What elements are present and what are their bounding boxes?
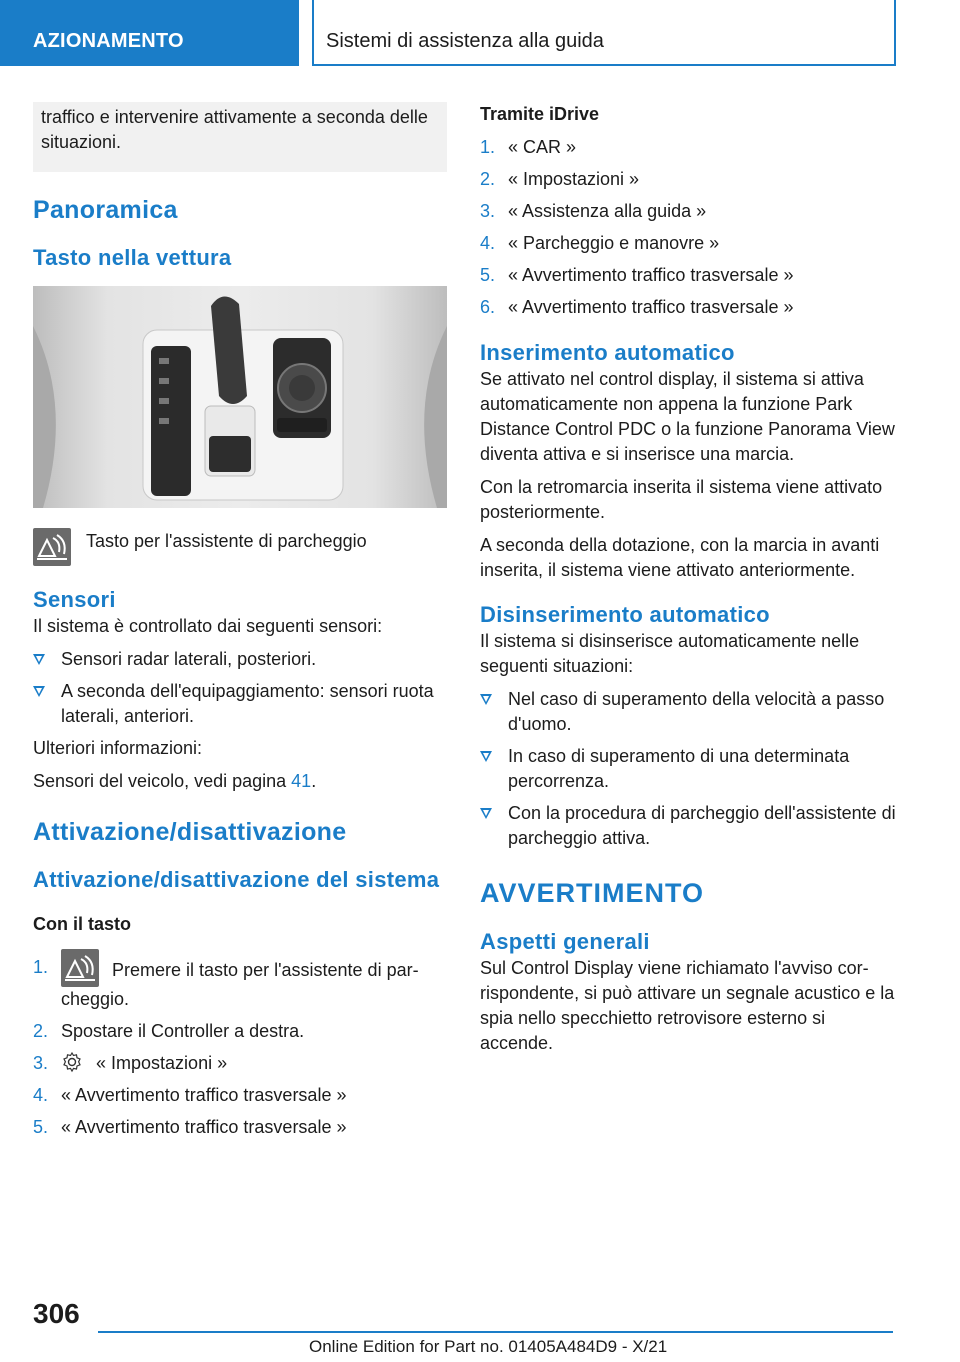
list-item: 1. Premere il tasto per l'assistente di parcheggio. — [33, 955, 447, 1012]
list-item: 2. « Impostazioni » — [480, 169, 640, 189]
triangle-bullet-icon — [480, 808, 492, 819]
list-item: 2. Spostare il Controller a destra. — [33, 1021, 305, 1041]
heading-idrive: Tramite iDrive — [480, 104, 600, 124]
footer-edition: Online Edition for Part no. 01405A484D9 - X/21 — [309, 1337, 668, 1356]
heading-sensori: Sensori — [33, 587, 116, 612]
caption-text: Tasto per l'assistente di parcheggio — [86, 531, 367, 551]
park-assistant-button-icon — [61, 949, 99, 987]
list-item: 3. « Impostazioni » — [33, 1053, 228, 1073]
list-item: A seconda dell'equipaggiamento: sensori ruota laterali, anteriori. — [33, 679, 447, 729]
disinserimento-intro: Il sistema si disinserisce automaticamente nelle seguenti situazioni: — [480, 631, 860, 676]
console-photo — [33, 286, 447, 508]
photo-caption — [33, 524, 447, 568]
list-item: 4. « Parcheggio e manovre » — [480, 233, 720, 253]
disinserimento-list — [480, 687, 900, 851]
triangle-bullet-icon — [480, 751, 492, 762]
tasto-steps — [33, 955, 447, 1140]
more-info-label: Ulteriori informazioni: — [33, 738, 203, 758]
gear-icon — [61, 1051, 83, 1073]
sensori-intro: Il sistema è controllato dai seguenti sensori: — [33, 616, 383, 636]
heading-panoramica: Panoramica — [33, 196, 178, 224]
left-column — [33, 102, 447, 1147]
triangle-bullet-icon — [33, 686, 45, 697]
list-item: 6. « Avvertimento traffico trasversale » — [480, 297, 794, 317]
heading-disinserimento: Disinserimento automatico — [480, 602, 770, 627]
note-box — [33, 102, 447, 172]
triangle-bullet-icon — [480, 694, 492, 705]
list-item: Nel caso di superamento della velocità a passo d'uomo. — [480, 687, 900, 737]
list-item: 1. « CAR » — [480, 137, 577, 157]
header-section-tab — [0, 0, 299, 66]
list-item: Sensori radar laterali, posteriori. — [33, 647, 447, 672]
park-assistant-icon — [33, 528, 71, 566]
list-item: 5. « Avvertimento traffico trasversale » — [33, 1117, 347, 1137]
right-column — [480, 102, 900, 1056]
heading-avvertimento: AVVERTIMENTO — [480, 878, 705, 908]
inserimento-p3: A seconda della dotazione, con la marcia in avanti inserita, il sistema viene attivato anteriormente. — [480, 535, 880, 580]
header-chapter-title: Sistemi di assistenza alla guida — [326, 30, 604, 52]
inserimento-p1: Se attivato nel control display, il sistema si attiva automaticamente non appena la funzione Park Distance Control PDC o la funzione Panorama View diventa attiva e si inserisce una marcia. — [480, 369, 895, 464]
sensor-reference: Sensori del veicolo, vedi pagina 41. — [33, 771, 317, 791]
idrive-steps — [480, 135, 900, 320]
header-chapter-box — [312, 0, 896, 66]
heading-attivazione-sistema: Attivazione/disattivazione del sistema — [33, 867, 440, 892]
heading-aspetti-generali: Aspetti generali — [480, 929, 650, 954]
heading-con-tasto: Con il tasto — [33, 914, 131, 934]
note-text: traffico e intervenire attivamente a seconda delle situazioni. — [41, 107, 428, 152]
header-section-title: AZIONAMENTO — [33, 30, 184, 52]
heading-inserimento: Inserimento automatico — [480, 340, 735, 365]
list-item: In caso di superamento di una determinata percorrenza. — [480, 744, 900, 794]
sensori-list — [33, 647, 447, 729]
page-link[interactable]: 41 — [291, 771, 312, 791]
inserimento-p2: Con la retromarcia inserita il sistema viene attivato posteriormente. — [480, 477, 883, 522]
heading-tasto-vettura: Tasto nella vettura — [33, 245, 232, 270]
list-item: Con la procedura di parcheggio dell'assistente di parcheggio attiva. — [480, 801, 900, 851]
page-number: 306 — [33, 1298, 80, 1329]
footer-rule — [98, 1331, 893, 1333]
list-item: 5. « Avvertimento traffico trasversale » — [480, 265, 794, 285]
triangle-bullet-icon — [33, 654, 45, 665]
list-item: 4. « Avvertimento traffico trasversale » — [33, 1085, 347, 1105]
list-item: 3. « Assistenza alla guida » — [480, 201, 707, 221]
console-photo-illustration — [33, 286, 447, 508]
heading-attivazione: Attivazione/disattivazione — [33, 818, 347, 846]
aspetti-text: Sul Control Display viene richiamato l'avviso corrispondente, si può attivare un segnale acustico e la spia nello specchietto retrovisore esterno si accende. — [480, 958, 895, 1053]
